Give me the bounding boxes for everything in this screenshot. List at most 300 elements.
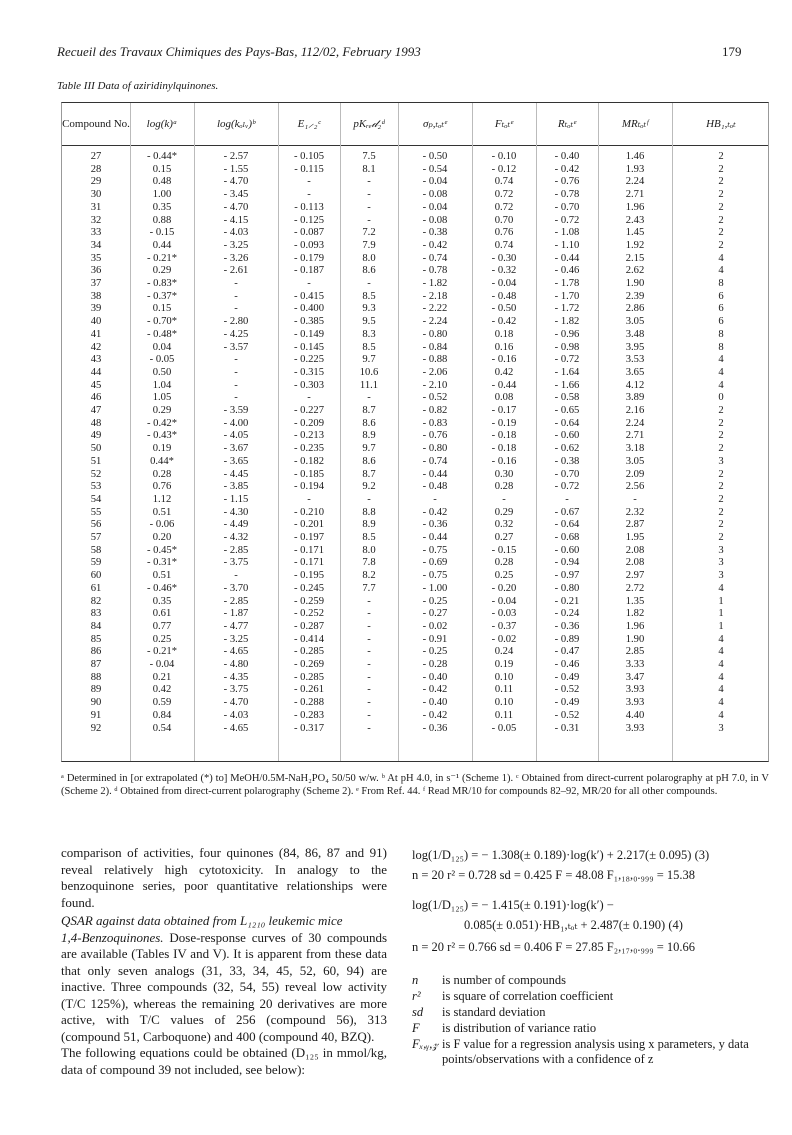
table-cell: - 0.49 [554, 697, 580, 709]
table-cell: - 0.50 [422, 151, 448, 162]
table-cell: 2.24 [625, 176, 645, 188]
table-cell: 0.19 [494, 659, 514, 670]
table-cell: - 0.48* [146, 328, 177, 340]
table-cell: - 0.52 [422, 392, 448, 404]
column-header: pKᵣₑ𝒹₂ᵈ [353, 117, 385, 130]
table-cell: - [367, 671, 371, 683]
table-row [62, 672, 768, 685]
table-cell: - [367, 278, 371, 289]
table-cell: - [367, 646, 371, 658]
table-cell: 1.82 [625, 608, 645, 620]
table-row [62, 202, 768, 215]
table-cell: - 0.74 [422, 455, 448, 467]
table-cell: - 0.06 [149, 519, 175, 531]
table-cell: - 0.42 [422, 684, 448, 696]
table-cell: 3.47 [625, 671, 645, 683]
table-cell: 2 [718, 430, 724, 442]
column-divider [130, 103, 131, 761]
table-row [62, 532, 768, 545]
table-cell: 27 [90, 151, 102, 162]
table-cell: 0.10 [494, 697, 514, 709]
table-cell: 0.21 [152, 671, 172, 683]
table-cell: 37 [90, 278, 102, 289]
table-cell: - [367, 633, 371, 645]
table-cell: - 0.89 [554, 633, 580, 645]
legend-text: is F value for a regression analysis using x parameters, y data points/observations with a confidence of z [442, 1037, 749, 1066]
table-cell: 1.05 [152, 392, 172, 404]
table-cell: - 4.45 [223, 468, 249, 480]
table-cell: - 4.30 [223, 506, 249, 518]
page-number: 179 [722, 44, 742, 59]
table-cell: - 0.36 [554, 620, 580, 632]
table-cell: 4 [718, 646, 724, 658]
table-cell: - 0.75 [422, 544, 448, 556]
table-cell: 4 [718, 252, 724, 264]
table-cell: 3.48 [625, 328, 645, 340]
table-cell: 0.29 [152, 265, 172, 277]
column-header: Compound No. [62, 117, 130, 130]
column-header: σₚ,ₜₒₜᵉ [422, 117, 448, 130]
table-cell: 2.24 [625, 417, 645, 429]
table-cell: - 1.82 [554, 316, 580, 328]
table-cell: 58 [90, 544, 102, 556]
table-cell: - 1.82 [422, 278, 448, 289]
table-cell: - 0.213 [293, 430, 324, 442]
table-cell: 4 [718, 265, 724, 277]
table-cell: - 0.70* [146, 316, 177, 328]
table-cell: - 0.105 [293, 151, 324, 162]
table-cell: - 0.05 [491, 722, 517, 734]
table-cell: 60 [90, 570, 102, 582]
column-divider [472, 103, 473, 761]
table-cell: 8.7 [362, 468, 376, 480]
table-cell: 2.97 [625, 570, 645, 582]
table-cell: 4 [718, 671, 724, 683]
table-cell: 0.44* [150, 455, 174, 467]
table-cell: - [367, 189, 371, 201]
table-cell: - 4.49 [223, 519, 249, 531]
table-cell: - [367, 595, 371, 607]
table-cell: - 2.85 [223, 544, 249, 556]
table-cell: 0.35 [152, 201, 172, 213]
table-cell: 0.25 [494, 570, 514, 582]
table-cell: 4 [718, 659, 724, 670]
table-cell: 8 [718, 328, 724, 340]
table-cell: - 0.75 [422, 570, 448, 582]
table-cell: - 0.252 [293, 608, 324, 620]
table-cell: 1.35 [625, 595, 645, 607]
table-cell: - 0.210 [293, 506, 324, 518]
column-header: HB₁,ₜₒₜ [706, 117, 736, 130]
legend-symbol: sd [412, 1005, 424, 1019]
table-cell: 0.72 [494, 189, 514, 201]
table-cell: - 0.21 [554, 595, 580, 607]
table-cell: 53 [90, 481, 102, 493]
table-cell: 2.08 [625, 557, 645, 569]
section-heading: QSAR against data obtained from L₁₂₁₀ leukemic mice [61, 913, 343, 928]
table-cell: 0.77 [152, 620, 172, 632]
table-cell: 7.2 [362, 227, 376, 239]
table-cell: 10.6 [359, 366, 379, 378]
table-cell: 0.25 [152, 633, 172, 645]
table-cell: - 0.04 [422, 176, 448, 188]
table-cell: - 4.77 [223, 620, 249, 632]
table-cell: - 0.235 [293, 443, 324, 455]
table-cell: - 0.04 [149, 659, 175, 670]
table-cell: 9.3 [362, 303, 376, 315]
table-cell: - 0.96 [554, 328, 580, 340]
table-cell: - [234, 379, 238, 391]
table-cell: 36 [90, 265, 102, 277]
table-cell: 0.18 [494, 328, 514, 340]
column-header: E₁⸝₂ᶜ [297, 117, 321, 130]
table-cell: - 0.42 [491, 316, 517, 328]
table-cell: - 4.70 [223, 201, 249, 213]
table-cell: - [367, 697, 371, 709]
table-cell: - [307, 278, 311, 289]
table-cell: - 2.57 [223, 151, 249, 162]
table-cell: 0.29 [494, 506, 514, 518]
table-cell: 7.7 [362, 582, 376, 594]
table-cell: 8.3 [362, 328, 376, 340]
table-cell: - 0.195 [293, 570, 324, 582]
table-cell: - [367, 608, 371, 620]
equation-4-line2: 0.085(± 0.051)·HB₁,ₜₒₜ + 2.487(± 0.190) (4) [464, 918, 683, 932]
table-cell: 2 [718, 227, 724, 239]
table-cell: 0.88 [152, 214, 172, 226]
table-cell: 2 [718, 417, 724, 429]
table-cell: 6 [718, 316, 724, 328]
table-cell: 4 [718, 697, 724, 709]
table-cell: - 0.91 [422, 633, 448, 645]
table-cell: - 0.78 [554, 189, 580, 201]
table-cell: 4 [718, 684, 724, 696]
table-cell: - 0.317 [293, 722, 324, 734]
table-cell: - 0.03 [491, 608, 517, 620]
table-cell: 91 [90, 709, 102, 721]
table-cell: 9.5 [362, 316, 376, 328]
table-cell: - 0.171 [293, 557, 324, 569]
column-divider [278, 103, 279, 761]
table-cell: 8.9 [362, 430, 376, 442]
table-cell: 8 [718, 341, 724, 353]
table-cell: - 0.287 [293, 620, 324, 632]
table-cell: - [367, 493, 371, 505]
table-cell: - 0.42 [422, 506, 448, 518]
paragraph [61, 930, 387, 1046]
table-cell: - 1.66 [554, 379, 580, 391]
table-cell: - 0.46* [146, 582, 177, 594]
table-cell: 0.42 [494, 366, 514, 378]
table-cell: 2.08 [625, 544, 645, 556]
table-row [62, 545, 768, 558]
table-cell: 2.71 [625, 430, 645, 442]
table-cell: - 0.187 [293, 265, 324, 277]
table-cell: 8.6 [362, 265, 376, 277]
equation-3-stats: n = 20 r² = 0.728 sd = 0.425 F = 48.08 F₁,₁₈,₀.₉₉₉ = 15.38 [412, 868, 696, 882]
table-cell: - 0.76 [554, 176, 580, 188]
table-cell: - 0.36 [422, 722, 448, 734]
table-cell: - 0.82 [422, 405, 448, 416]
data-table [61, 102, 769, 762]
table-cell: - 1.08 [554, 227, 580, 239]
table-cell: 3.65 [625, 366, 645, 378]
table-cell: - 0.18 [491, 443, 517, 455]
table-cell: - 0.46 [554, 659, 580, 670]
table-cell: 3.33 [625, 659, 645, 670]
legend-symbol: F [412, 1021, 420, 1035]
table-cell: - [502, 493, 506, 505]
table-header [62, 103, 768, 146]
table-cell: 2.43 [625, 214, 645, 226]
column-header: log(kₒₗᵥ)ᵇ [216, 117, 256, 130]
table-cell: 8.9 [362, 519, 376, 531]
table-cell: - 4.15 [223, 214, 249, 226]
table-cell: - 0.45* [146, 544, 177, 556]
table-row [62, 659, 768, 672]
table-cell: - 0.83 [422, 417, 448, 429]
column-header: Rₜₒₜᵉ [557, 117, 577, 130]
table-cell: - 0.24 [554, 608, 580, 620]
table-cell: - 0.48 [422, 481, 448, 493]
table-cell: - 0.78 [422, 265, 448, 277]
table-cell: 2 [718, 506, 724, 518]
table-cell: - 0.44 [422, 532, 448, 543]
table-cell: - 0.50 [491, 303, 517, 315]
table-row [62, 469, 768, 482]
table-row [62, 151, 768, 164]
table-cell: 2 [718, 443, 724, 455]
table-cell: - 0.42* [146, 417, 177, 429]
table-cell: 82 [90, 595, 102, 607]
table-row [62, 697, 768, 710]
table-cell: - 0.149 [293, 328, 324, 340]
table-cell: 0.29 [152, 405, 172, 416]
table-cell: - 0.42 [422, 239, 448, 251]
table-cell: - 0.44* [146, 151, 177, 162]
table-cell: 0.51 [152, 570, 172, 582]
table-cell: - 1.64 [554, 366, 580, 378]
table-cell: - 0.179 [293, 252, 324, 264]
table-cell: 0.24 [494, 646, 514, 658]
table-cell: - 0.285 [293, 646, 324, 658]
table-cell: 11.1 [359, 379, 379, 391]
table-cell: 8.6 [362, 455, 376, 467]
table-cell: - 3.25 [223, 239, 249, 251]
table-cell: 59 [90, 557, 102, 569]
table-row [62, 380, 768, 393]
table-cell: 8.7 [362, 405, 376, 416]
table-cell: - 0.40 [422, 671, 448, 683]
table-cell: - 0.15 [491, 544, 517, 556]
column-divider [340, 103, 341, 761]
table-cell: 83 [90, 608, 102, 620]
table-cell: 2 [718, 239, 724, 251]
table-cell: - 1.70 [554, 290, 580, 302]
table-cell: - 4.65 [223, 646, 249, 658]
legend-text: is number of compounds [442, 973, 566, 987]
table-cell: - [367, 214, 371, 226]
table-cell: 1.90 [625, 633, 645, 645]
table-cell: 2.86 [625, 303, 645, 315]
table-row [62, 723, 768, 736]
table-row [62, 583, 768, 596]
table-cell: 40 [90, 316, 102, 328]
table-cell: 0.54 [152, 722, 172, 734]
table-cell: 42 [90, 341, 102, 353]
table-cell: 1.95 [625, 532, 645, 543]
table-cell: 6 [718, 290, 724, 302]
table-cell: - 0.20 [491, 582, 517, 594]
table-cell: - 0.171 [293, 544, 324, 556]
legend-symbol: n [412, 973, 419, 987]
table-row [62, 507, 768, 520]
table-cell: - 0.42 [422, 709, 448, 721]
table-cell: - 2.61 [223, 265, 249, 277]
table-cell: 0.59 [152, 697, 172, 709]
legend-symbol: Fₓ,ᵧ,𝓏 [412, 1037, 439, 1051]
table-cell: - 0.67 [554, 506, 580, 518]
legend-text: is standard deviation [442, 1005, 546, 1019]
table-cell: - 0.04 [491, 278, 517, 289]
table-row [62, 291, 768, 304]
table-cell: - [633, 493, 637, 505]
table-cell: 8.2 [362, 570, 376, 582]
table-cell: - 0.69 [422, 557, 448, 569]
table-row [62, 227, 768, 240]
table-cell: 0.08 [494, 392, 514, 404]
table-cell: 2.16 [625, 405, 645, 416]
table-cell: 4.40 [625, 709, 645, 721]
table-cell: - 0.72 [554, 354, 580, 366]
table-cell: 57 [90, 532, 102, 543]
table-cell: - 2.85 [223, 595, 249, 607]
table-cell: - 0.68 [554, 532, 580, 543]
table-cell: 2 [718, 151, 724, 162]
table-cell: 86 [90, 646, 102, 658]
table-cell: 1.12 [152, 493, 172, 505]
table-cell: - 0.70 [554, 201, 580, 213]
table-cell: - 4.25 [223, 328, 249, 340]
table-cell: 2 [718, 532, 724, 543]
table-cell: - 0.94 [554, 557, 580, 569]
table-cell: - 0.30 [491, 252, 517, 264]
table-cell: 41 [90, 328, 102, 340]
table-cell: 3 [718, 544, 724, 556]
column-header: log(k)ᵃ [146, 117, 178, 130]
table-cell: 39 [90, 303, 102, 315]
table-cell: 48 [90, 417, 102, 429]
column-divider [598, 103, 599, 761]
table-cell: 0.27 [494, 532, 514, 543]
table-cell: 54 [90, 493, 102, 505]
table-cell: - 0.21* [146, 252, 177, 264]
table-cell: - 3.25 [223, 633, 249, 645]
table-cell: - 0.194 [293, 481, 324, 493]
table-row [62, 303, 768, 316]
table-cell: 8.0 [362, 252, 376, 264]
table-cell: - 0.093 [293, 239, 324, 251]
table-cell: 0.72 [494, 201, 514, 213]
table-cell: 56 [90, 519, 102, 531]
table-cell: - 0.227 [293, 405, 324, 416]
table-cell: - 0.19 [491, 417, 517, 429]
table-cell: 0.16 [494, 341, 514, 353]
table-cell: - 0.385 [293, 316, 324, 328]
table-cell: 85 [90, 633, 102, 645]
table-cell: - 2.18 [422, 290, 448, 302]
table-row [62, 367, 768, 380]
table-cell: - 1.87 [223, 608, 249, 620]
table-cell: 7.5 [362, 151, 376, 162]
table-cell: 2.71 [625, 189, 645, 201]
table-cell: - 0.80 [554, 582, 580, 594]
table-cell: - 0.08 [422, 214, 448, 226]
table-cell: 2 [718, 468, 724, 480]
table-cell: 1.45 [625, 227, 645, 239]
table-cell: - 3.26 [223, 252, 249, 264]
table-cell: - 3.45 [223, 189, 249, 201]
table-row [62, 253, 768, 266]
table-cell: 2 [718, 201, 724, 213]
table-cell: - 0.72 [554, 481, 580, 493]
table-cell: 55 [90, 506, 102, 518]
table-cell: - 2.06 [422, 366, 448, 378]
table-cell: - [367, 392, 371, 404]
table-cell: 9.2 [362, 481, 376, 493]
table-cell: 1 [718, 620, 724, 632]
table-row [62, 405, 768, 418]
column-divider [536, 103, 537, 761]
table-cell: - 0.60 [554, 430, 580, 442]
subsection-lead: 1,4-Benzoquinones. [61, 929, 164, 945]
table-cell: - 0.49 [554, 671, 580, 683]
table-row [62, 316, 768, 329]
table-cell: - 0.087 [293, 227, 324, 239]
table-cell: - 0.185 [293, 468, 324, 480]
table-cell: - 0.02 [422, 620, 448, 632]
table-caption: Table III Data of aziridinylquinones. [57, 80, 219, 92]
equation-4-line1: log(1/D₁₂₅) = − 1.415(± 0.191)·log(k′) − [412, 898, 614, 912]
table-cell: 0.76 [152, 481, 172, 493]
table-cell: 3.18 [625, 443, 645, 455]
table-cell: - 0.74 [422, 252, 448, 264]
table-cell: 8.5 [362, 532, 376, 543]
table-cell: - 0.12 [491, 163, 517, 175]
table-cell: - 0.04 [491, 595, 517, 607]
table-cell: 8.0 [362, 544, 376, 556]
table-cell: 9.7 [362, 443, 376, 455]
table-row [62, 684, 768, 697]
table-row [62, 164, 768, 177]
table-cell: 0.42 [152, 684, 172, 696]
table-cell: 1.96 [625, 620, 645, 632]
table-cell: - 0.25 [422, 595, 448, 607]
table-cell: 2 [718, 519, 724, 531]
table-cell: - 2.22 [422, 303, 448, 315]
table-cell: 35 [90, 252, 102, 264]
table-cell: - 0.02 [491, 633, 517, 645]
table-cell: 3.95 [625, 341, 645, 353]
table-cell: - 0.88 [422, 354, 448, 366]
table-cell: 2.09 [625, 468, 645, 480]
table-cell: - 0.31 [554, 722, 580, 734]
table-footnotes: ᵃ Determined in [or extrapolated (*) to] MeOH/0.5M-NaH₂PO₄ 50/50 w/w. ᵇ At pH 4.0, in s⁻¹ (Scheme 1). ᶜ Obtained from direct-current polarography at pH 7.0, in V (Scheme 2). ᵈ Obtained from direct-current polarography (Scheme 2). ᵉ From Ref. 44. ᶠ Read MR/10 for compounds 82–92, MR/20 for all other compounds. [61, 773, 769, 797]
table-cell: 0.74 [494, 176, 514, 188]
paragraph: comparison of activities, four quinones (84, 86, 87 and 91) reveal relatively high cytotoxicity. In analogy to the benzoquinone series, poor quantitative relationships were found. [61, 845, 387, 910]
table-cell: - 0.259 [293, 595, 324, 607]
table-cell: 4 [718, 366, 724, 378]
